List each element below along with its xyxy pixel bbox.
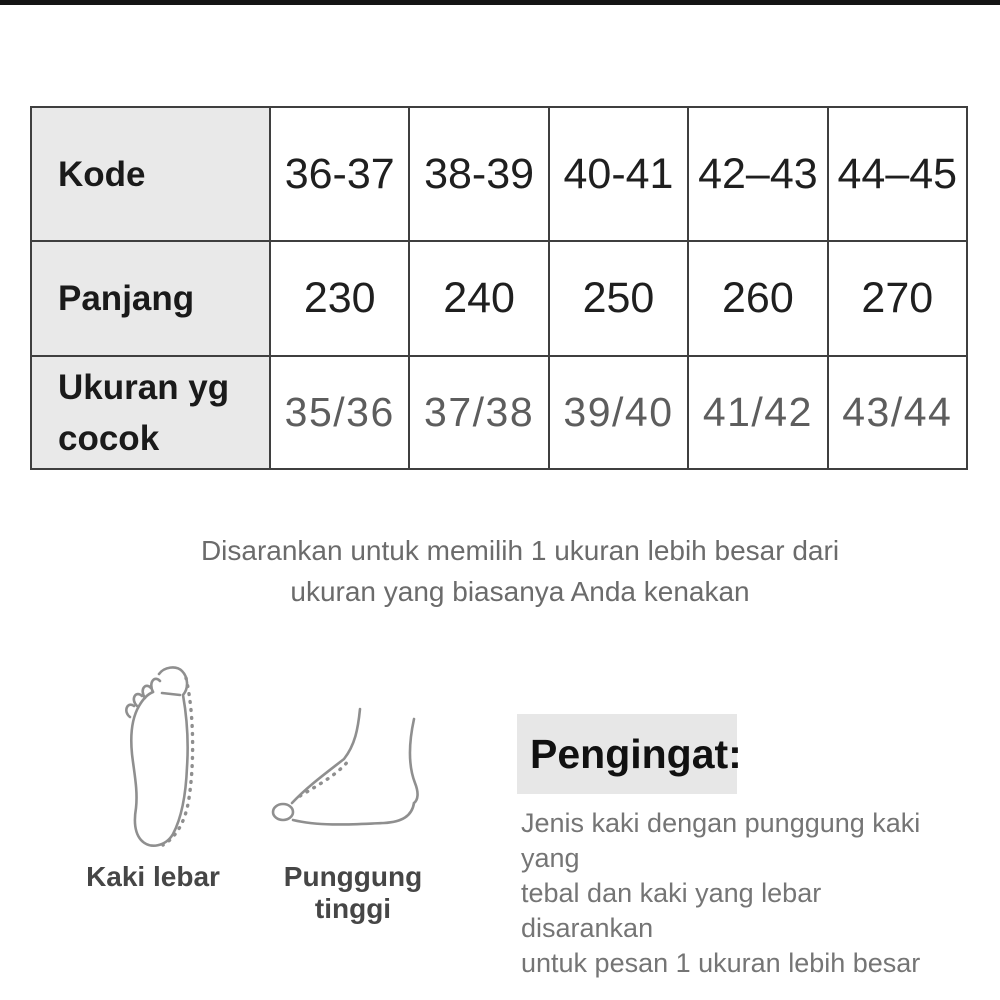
table-row-panjang: [31, 241, 967, 356]
table-cell: 42–43: [688, 107, 827, 241]
table-cell: 36-37: [270, 107, 409, 241]
table-cell: 260: [688, 241, 827, 356]
foot-type-label-high-instep: Punggung tinggi: [283, 861, 423, 924]
top-border-bar: [0, 0, 1000, 5]
reminder-line-3: untuk pesan 1 ukuran lebih besar: [521, 948, 921, 978]
foot-side-view-icon: [262, 697, 434, 843]
table-cell: 38-39: [409, 107, 548, 241]
size-note-line-2: ukuran yang biasanya Anda kenakan: [290, 576, 750, 607]
reminder-line-2: tebal dan kaki yang lebar disarankan: [521, 878, 822, 943]
table-cell: 270: [828, 241, 967, 356]
foot-type-label-wide: Kaki lebar: [86, 861, 220, 892]
table-cell: 43/44: [828, 356, 967, 469]
reminder-line-1: Jenis kaki dengan punggung kaki yang: [521, 808, 921, 873]
table-cell: 41/42: [688, 356, 827, 469]
table-cell: 37/38: [409, 356, 548, 469]
size-note: [20, 530, 1000, 612]
table-cell: 40-41: [549, 107, 688, 241]
row-header-panjang: Panjang: [31, 241, 270, 356]
size-note-line-1: Disarankan untuk memilih 1 ukuran lebih besar dari: [200, 535, 840, 566]
foot-top-view-icon: [112, 662, 204, 854]
table-cell: 250: [549, 241, 688, 356]
row-header-kode: Kode: [31, 107, 270, 241]
table-row-ukuran-cocok: [31, 356, 967, 469]
table-cell: 240: [409, 241, 548, 356]
reminder-title: Pengingat:: [517, 714, 737, 794]
table-cell: 39/40: [549, 356, 688, 469]
table-cell: 35/36: [270, 356, 409, 469]
table-cell: 230: [270, 241, 409, 356]
row-header-ukuran-cocok: Ukuran yg cocok: [31, 356, 270, 469]
table-row-kode: [31, 107, 967, 241]
reminder-body: [521, 806, 951, 981]
size-table: [30, 106, 968, 470]
table-cell: 44–45: [828, 107, 967, 241]
